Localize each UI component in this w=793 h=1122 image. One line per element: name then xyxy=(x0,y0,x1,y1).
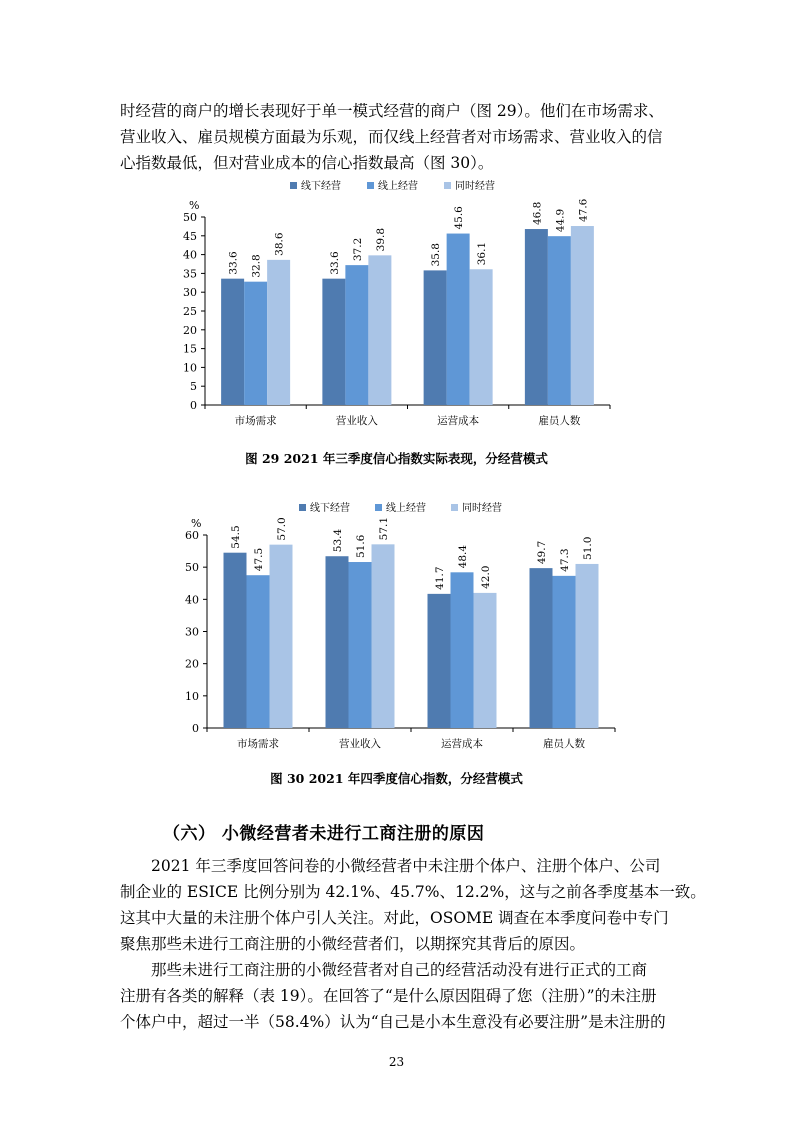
data-label: 53.4 xyxy=(332,528,344,553)
x-tick-label: 雇员人数 xyxy=(538,415,581,427)
y-tick-label: 30 xyxy=(183,286,197,300)
x-tick-label: 运营成本 xyxy=(441,738,483,750)
data-label: 33.6 xyxy=(328,251,341,275)
legend-label: 线下经营 xyxy=(301,181,341,192)
y-tick-label: 5 xyxy=(190,380,197,394)
data-label: 42.0 xyxy=(480,565,492,589)
legend-swatch xyxy=(444,182,451,189)
data-label: 57.0 xyxy=(276,517,288,541)
bar xyxy=(553,576,576,728)
bar xyxy=(368,255,391,405)
y-tick-label: 60 xyxy=(185,529,199,542)
text-line: 注册有各类的解释（表 19）。在回答了“是什么原因阻碍了您（注册）”的未注册 xyxy=(120,987,657,1005)
legend-swatch xyxy=(451,504,458,511)
data-label: 41.7 xyxy=(434,566,446,590)
data-label: 35.8 xyxy=(430,243,443,267)
bar xyxy=(474,593,497,728)
data-label: 47.5 xyxy=(253,547,265,572)
bar xyxy=(470,269,493,405)
text-line: 这其中大量的未注册个体户引人关注。对此，OSOME 调查在本季度问卷中专门 xyxy=(120,909,669,927)
figure-30-caption: 图 30 2021 年四季度信心指数，分经营模式 xyxy=(270,771,523,786)
body-paragraph-3 xyxy=(120,957,685,1035)
data-label: 37.2 xyxy=(351,237,364,262)
data-label: 44.9 xyxy=(554,208,567,233)
bar xyxy=(244,282,267,405)
bar xyxy=(247,575,270,728)
y-tick-label: 50 xyxy=(185,561,199,575)
text-line: 营业收入、雇员规模方面最为乐观，而仅线上经营者对市场需求、营业收入的信 xyxy=(120,128,663,146)
figure-29-chart xyxy=(0,172,793,442)
legend-label: 线上经营 xyxy=(386,503,426,514)
section-title: （六） 小微经营者未进行工商注册的原因 xyxy=(163,824,485,844)
x-tick-label: 雇员人数 xyxy=(543,738,585,750)
data-label: 57.1 xyxy=(378,516,390,541)
legend-label: 同时经营 xyxy=(455,181,495,192)
data-label: 51.6 xyxy=(355,534,367,559)
bar xyxy=(548,236,571,405)
y-tick-label: 50 xyxy=(183,211,197,224)
x-tick-label: 市场需求 xyxy=(234,415,277,427)
y-tick-label: 10 xyxy=(183,361,197,375)
y-tick-label: 30 xyxy=(185,625,199,639)
figure-30-chart xyxy=(0,497,793,762)
data-label: 49.7 xyxy=(536,540,548,565)
y-axis-unit: % xyxy=(191,517,202,530)
legend-swatch xyxy=(375,504,382,511)
y-axis-unit: % xyxy=(189,199,200,212)
legend-swatch xyxy=(299,504,306,511)
body-paragraph-2 xyxy=(120,853,706,957)
bar xyxy=(349,562,372,728)
bar xyxy=(322,279,345,405)
figure-29-caption: 图 29 2021 年三季度信心指数实际表现，分经营模式 xyxy=(245,451,548,466)
x-tick-label: 市场需求 xyxy=(237,738,279,750)
bar xyxy=(451,572,474,728)
bar xyxy=(525,229,548,405)
bar xyxy=(428,594,451,728)
text-line: 心指数最低，但对营业成本的信心指数最高（图 30）。 xyxy=(120,154,494,172)
data-label: 39.8 xyxy=(374,227,387,252)
y-tick-label: 0 xyxy=(190,399,197,412)
y-tick-label: 20 xyxy=(185,657,199,671)
page-number: 23 xyxy=(388,1055,405,1069)
y-tick-label: 20 xyxy=(183,323,197,337)
legend-label: 同时经营 xyxy=(462,503,502,514)
bar xyxy=(447,234,470,405)
data-label: 51.0 xyxy=(582,536,594,560)
bar xyxy=(424,270,447,405)
data-label: 33.6 xyxy=(227,251,240,275)
data-label: 46.8 xyxy=(531,201,544,226)
y-tick-label: 40 xyxy=(183,248,197,262)
text-line: 个体户中，超过一半（58.4%）认为“自己是小本生意没有必要注册”是未注册的 xyxy=(120,1013,666,1031)
y-tick-label: 35 xyxy=(183,267,197,281)
bar xyxy=(345,265,368,405)
text-line: 2021 年三季度回答问卷的小微经营者中未注册个体户、注册个体户、公司 xyxy=(151,857,661,875)
bar xyxy=(530,568,553,728)
y-tick-label: 25 xyxy=(183,305,197,318)
bar xyxy=(224,553,247,728)
y-tick-label: 0 xyxy=(192,722,199,735)
data-label: 38.6 xyxy=(273,232,286,256)
data-label: 36.1 xyxy=(476,241,489,266)
data-label: 47.6 xyxy=(577,198,590,223)
bar xyxy=(571,226,594,405)
text-line: 聚焦那些未进行工商注册的小微经营者们，以期探究其背后的原因。 xyxy=(120,935,586,953)
data-label: 48.4 xyxy=(457,544,469,569)
legend-swatch xyxy=(367,182,374,189)
text-line: 时经营的商户的增长表现好于单一模式经营的商户（图 29）。他们在市场需求、 xyxy=(120,102,664,120)
bar xyxy=(372,544,395,728)
data-label: 45.6 xyxy=(453,206,466,230)
legend-label: 线下经营 xyxy=(310,503,350,514)
bar xyxy=(326,556,349,728)
top-paragraph xyxy=(120,98,685,176)
x-tick-label: 营业收入 xyxy=(335,415,378,427)
text-line: 制企业的 ESICE 比例分别为 42.1%、45.7%、12.2%，这与之前各季度基本一致。 xyxy=(120,883,706,901)
data-label: 47.3 xyxy=(559,548,571,572)
x-tick-label: 营业收入 xyxy=(339,738,381,750)
legend-label: 线上经营 xyxy=(378,181,418,192)
y-tick-label: 10 xyxy=(185,689,199,703)
y-tick-label: 15 xyxy=(183,342,197,356)
data-label: 32.8 xyxy=(250,254,263,278)
bar xyxy=(221,279,244,405)
x-tick-label: 运营成本 xyxy=(437,415,480,427)
y-tick-label: 40 xyxy=(185,593,199,607)
text-line: 那些未进行工商注册的小微经营者对自己的经营活动没有进行正式的工商 xyxy=(151,961,648,979)
data-label: 54.5 xyxy=(230,525,242,549)
bar xyxy=(267,260,290,405)
bar xyxy=(270,545,293,728)
legend-swatch xyxy=(290,182,297,189)
bar xyxy=(576,564,599,728)
y-tick-label: 45 xyxy=(183,229,197,243)
